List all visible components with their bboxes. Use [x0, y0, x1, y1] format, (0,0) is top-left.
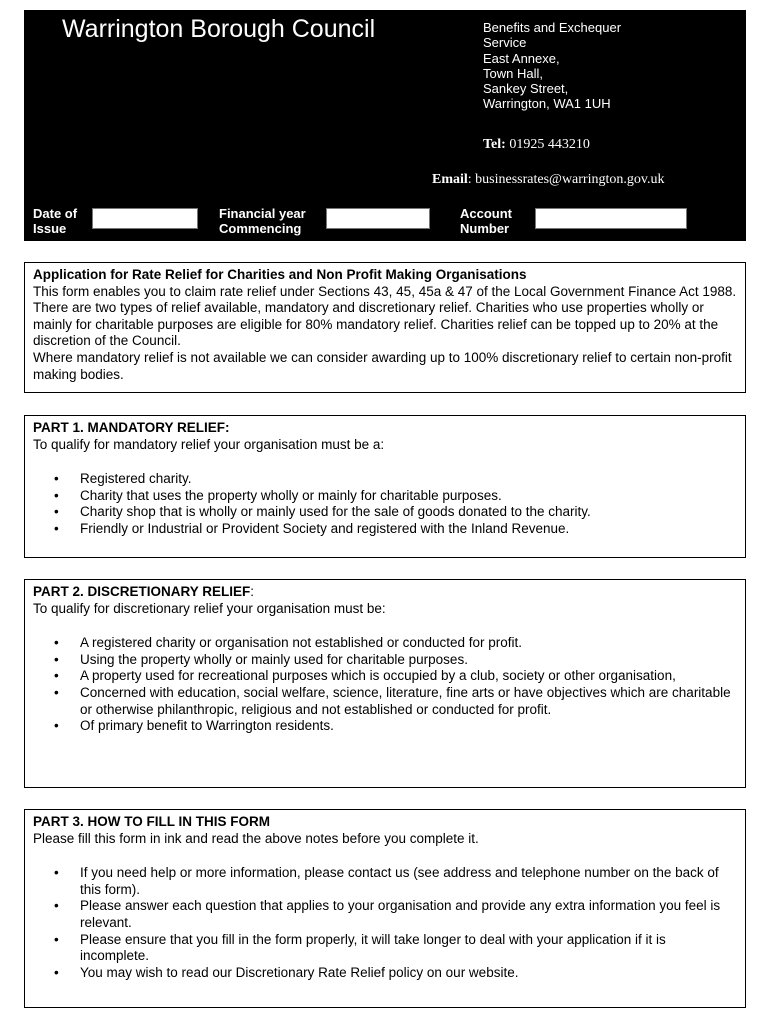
account-number-field[interactable] [535, 208, 687, 229]
part1-title: PART 1. MANDATORY RELIEF: [33, 420, 230, 435]
council-header [24, 10, 746, 241]
date-of-issue-label: Date of Issue [33, 206, 78, 236]
part2-title: PART 2. DISCRETIONARY RELIEF: [33, 584, 255, 599]
address-line: Benefits and Exchequer [483, 20, 622, 35]
list-item: • Please answer each question that applies to your organisation and provide any extra information you feel is relevant. [80, 898, 737, 931]
part2-section [24, 579, 746, 788]
financial-year-label: Financial year Commencing [219, 206, 306, 236]
part3-intro: Please fill this form in ink and read the above notes before you complete it. [33, 830, 479, 846]
email-label: Email [432, 172, 468, 187]
intro-paragraph: Where mandatory relief is not available we can consider awarding up to 100% discretionary relief to certain non-profit making bodies. [33, 349, 732, 382]
list-item: • Friendly or Industrial or Provident Society and registered with the Inland Revenue. [80, 521, 737, 538]
address-line: Warrington, WA1 1UH [483, 96, 611, 112]
list-item: • Of primary benefit to Warrington residents. [80, 718, 737, 735]
intro-title: Application for Rate Relief for Charities and Non Profit Making Organisations [33, 267, 527, 282]
list-item: • A property used for recreational purposes which is occupied by a club, society or other organisation, [80, 668, 737, 685]
list-item: • Registered charity. [80, 471, 737, 488]
telephone [483, 137, 590, 153]
list-item: • You may wish to read our Discretionary Rate Relief policy on our website. [80, 965, 737, 982]
list-item: • Concerned with education, social welfare, science, literature, fine arts or have objectives which are charitable or otherwise philanthropic, religious and not established or conducted for profit. [80, 685, 737, 718]
account-number-label: Account Number [460, 206, 512, 236]
council-address [483, 20, 621, 112]
intro-section [24, 262, 746, 393]
part2-intro: To qualify for discretionary relief your organisation must be: [33, 600, 386, 616]
list-item: • Please ensure that you fill in the form properly, it will take longer to deal with your application if it is incomplete. [80, 932, 737, 965]
list-item: • A registered charity or organisation not established or conducted for profit. [80, 635, 737, 652]
part2-list [33, 635, 737, 735]
part3-list [33, 865, 737, 981]
intro-paragraph: This form enables you to claim rate relief under Sections 43, 45, 45a & 47 of the Local Government Finance Act 1988. There are two types of relief available, mandatory and discretionary relief. Charities who use properties wholly or mainly for charitable purposes are eligible for 80% mandatory relief. Charities relief can be topped up to 20% at the discretion of the Council. [33, 283, 737, 349]
date-of-issue-field[interactable] [92, 208, 198, 229]
address-line: East Annexe, [483, 50, 560, 66]
financial-year-field[interactable] [326, 208, 430, 229]
list-item: • Charity shop that is wholly or mainly used for the sale of goods donated to the charity. [80, 504, 737, 521]
address-line: Town Hall, [483, 65, 543, 81]
part3-title: PART 3. HOW TO FILL IN THIS FORM [33, 814, 270, 829]
list-item: • Charity that uses the property wholly or mainly for charitable purposes. [80, 488, 737, 505]
part1-intro: To qualify for mandatory relief your organisation must be a: [33, 436, 385, 452]
email [432, 172, 664, 188]
address-line: Sankey Street, [483, 81, 569, 97]
council-name: Warrington Borough Council [62, 15, 376, 43]
tel-label: Tel: [483, 137, 506, 152]
list-item: • Using the property wholly or mainly used for charitable purposes. [80, 652, 737, 669]
address-line: Service [483, 35, 527, 51]
part1-list [33, 471, 737, 537]
email-value: : businessrates@warrington.gov.uk [467, 172, 665, 187]
tel-value: 01925 443210 [509, 137, 590, 152]
part3-section [24, 809, 746, 1008]
part1-section [24, 415, 746, 558]
list-item: • If you need help or more information, please contact us (see address and telephone number on the back of this form). [80, 865, 737, 898]
